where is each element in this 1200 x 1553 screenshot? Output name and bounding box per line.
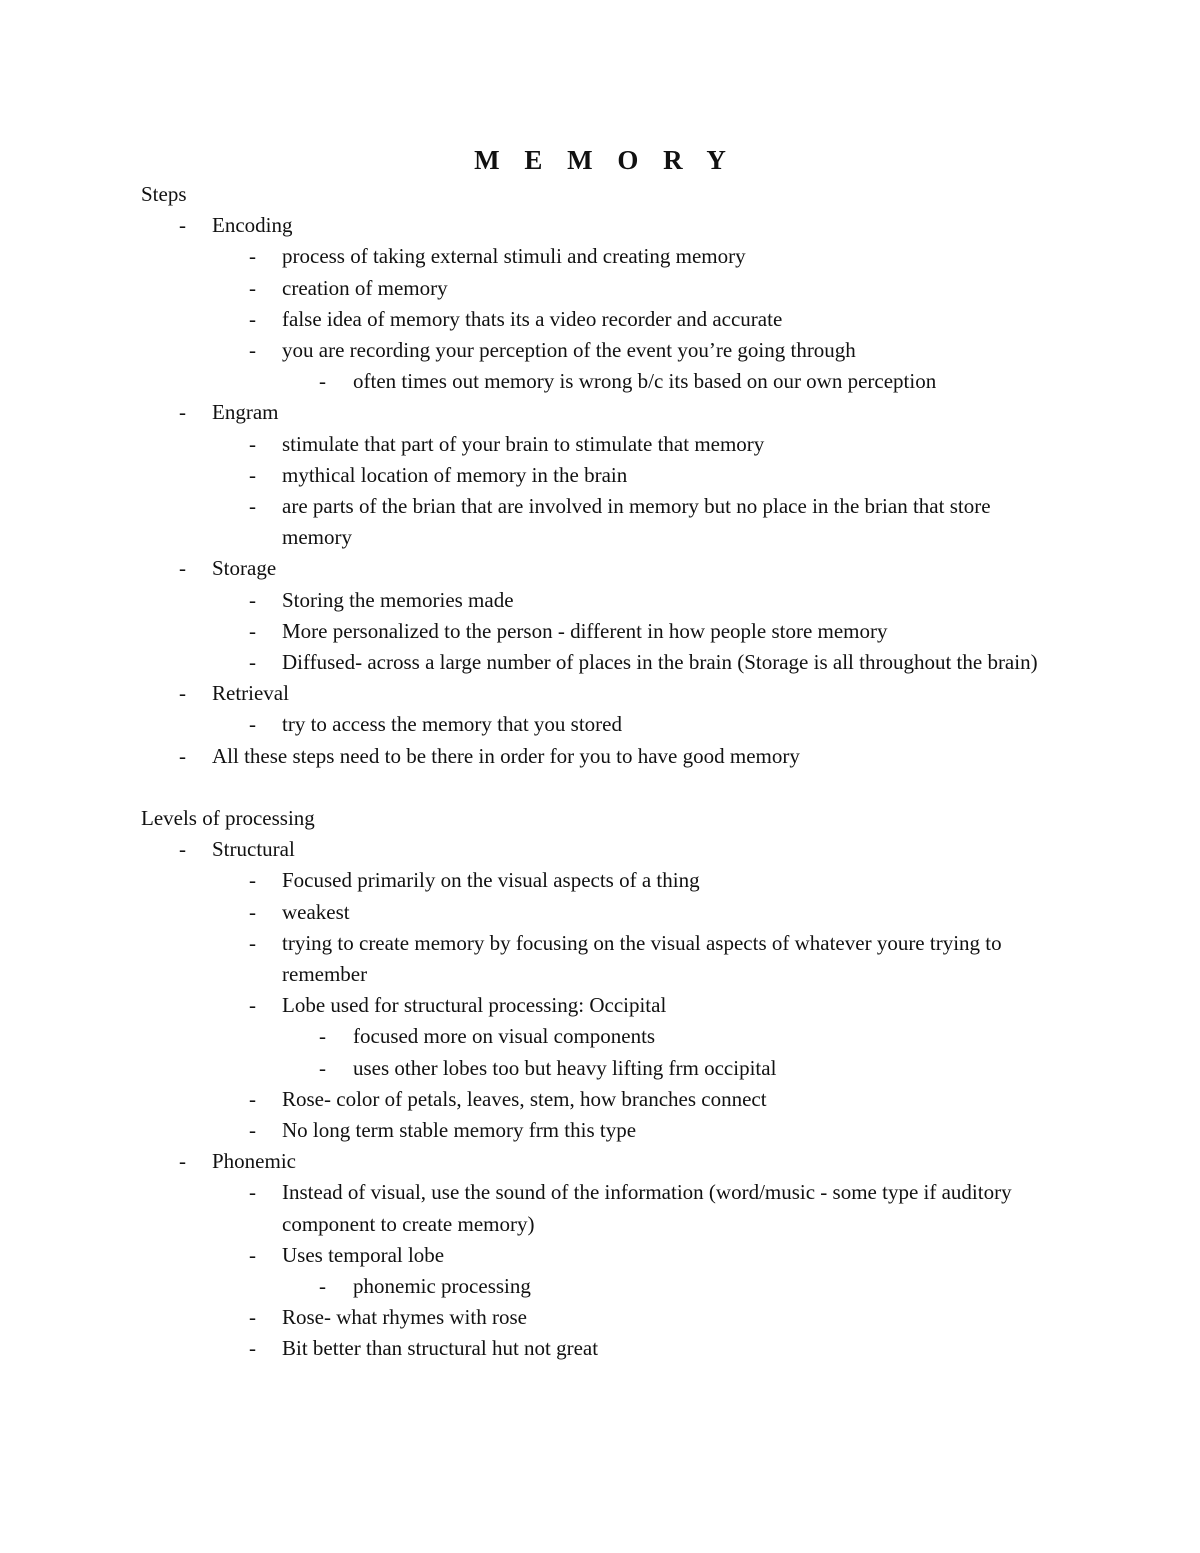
- list-item-text: stimulate that part of your brain to stimulate that memory: [282, 431, 765, 456]
- dash-bullet-icon: -: [179, 681, 186, 706]
- sublist-container: [141, 1177, 1061, 1364]
- bullet-list-level-2: [141, 429, 1061, 554]
- list-item: [141, 366, 1061, 397]
- list-item: [141, 429, 1061, 460]
- dash-bullet-icon: -: [249, 244, 256, 269]
- list-item: [141, 210, 1061, 241]
- list-item-text: More personalized to the person - different in how people store memory: [282, 618, 888, 643]
- dash-bullet-icon: -: [249, 587, 256, 612]
- list-item: [141, 553, 1061, 584]
- list-item: [141, 865, 1061, 896]
- sublist-container: [141, 241, 1061, 397]
- list-item: [141, 491, 1061, 553]
- dash-bullet-icon: -: [319, 1055, 326, 1080]
- list-item-text: Lobe used for structural processing: Occipital: [282, 993, 667, 1018]
- list-item: [141, 616, 1061, 647]
- dash-bullet-icon: -: [249, 275, 256, 300]
- dash-bullet-icon: -: [179, 556, 186, 581]
- sublist-container: [141, 366, 1061, 397]
- list-item: [141, 585, 1061, 616]
- bullet-list-level-3: [141, 366, 1061, 397]
- list-item: [141, 834, 1061, 865]
- list-item-text: Instead of visual, use the sound of the information (word/music - some type if auditory component to create memory): [282, 1180, 1012, 1236]
- dash-bullet-icon: -: [319, 1274, 326, 1299]
- list-item-text: No long term stable memory frm this type: [282, 1118, 637, 1143]
- list-item-text: Encoding: [212, 213, 293, 238]
- bullet-list-level-2: [141, 709, 1061, 740]
- dash-bullet-icon: -: [249, 1305, 256, 1330]
- dash-bullet-icon: -: [249, 1118, 256, 1143]
- list-item-text: Engram: [212, 400, 279, 425]
- list-item-text: Focused primarily on the visual aspects of a thing: [282, 868, 700, 893]
- dash-bullet-icon: -: [319, 1024, 326, 1049]
- list-item: [141, 241, 1061, 272]
- list-item: [141, 990, 1061, 1021]
- list-item-text: Storage: [212, 556, 277, 581]
- list-item: [141, 709, 1061, 740]
- sublist-container: [141, 585, 1061, 679]
- list-item: [141, 741, 1061, 772]
- sublist-container: [141, 709, 1061, 740]
- dash-bullet-icon: -: [179, 213, 186, 238]
- dash-bullet-icon: -: [179, 1149, 186, 1174]
- dash-bullet-icon: -: [249, 1180, 256, 1205]
- dash-bullet-icon: -: [249, 899, 256, 924]
- list-item: [141, 1333, 1061, 1364]
- list-item: [141, 304, 1061, 335]
- dash-bullet-icon: -: [319, 369, 326, 394]
- list-item-text: weakest: [282, 899, 350, 924]
- dash-bullet-icon: -: [249, 650, 256, 675]
- section-heading: Levels of processing: [141, 806, 315, 831]
- dash-bullet-icon: -: [249, 494, 256, 519]
- list-item-text: Structural: [212, 837, 295, 862]
- page-title: M E M O R Y: [474, 145, 735, 175]
- sublist-container: [141, 429, 1061, 554]
- list-item-text: focused more on visual components: [353, 1024, 656, 1049]
- dash-bullet-icon: -: [249, 1242, 256, 1267]
- bullet-list-level-3: [141, 1271, 1061, 1302]
- list-item: [141, 1021, 1061, 1052]
- list-item-text: often times out memory is wrong b/c its based on our own perception: [353, 369, 937, 394]
- dash-bullet-icon: -: [249, 993, 256, 1018]
- document-body: [141, 179, 1061, 1365]
- list-item-text: Storing the memories made: [282, 587, 514, 612]
- sublist-container: [141, 1271, 1061, 1302]
- list-item: [141, 460, 1061, 491]
- dash-bullet-icon: -: [249, 868, 256, 893]
- list-item: [141, 1271, 1061, 1302]
- list-item-text: Bit better than structural hut not great: [282, 1336, 599, 1361]
- list-item-text: phonemic processing: [353, 1274, 531, 1299]
- dash-bullet-icon: -: [179, 743, 186, 768]
- list-item: [141, 928, 1061, 990]
- dash-bullet-icon: -: [249, 1086, 256, 1111]
- list-item-text: Retrieval: [212, 681, 289, 706]
- list-item: [141, 1115, 1061, 1146]
- list-item-text: are parts of the brian that are involved in memory but no place in the brian that store memory: [282, 494, 991, 550]
- list-item: [141, 397, 1061, 428]
- dash-bullet-icon: -: [249, 431, 256, 456]
- sublist-container: [141, 1021, 1061, 1083]
- section-spacer: [141, 772, 1061, 803]
- dash-bullet-icon: -: [249, 306, 256, 331]
- list-item-text: false idea of memory thats its a video recorder and accurate: [282, 306, 783, 331]
- bullet-list-level-2: [141, 241, 1061, 397]
- bullet-list-level-1: [141, 834, 1061, 1364]
- list-item: [141, 273, 1061, 304]
- dash-bullet-icon: -: [179, 837, 186, 862]
- dash-bullet-icon: -: [179, 400, 186, 425]
- bullet-list-level-2: [141, 585, 1061, 679]
- list-item: [141, 1053, 1061, 1084]
- bullet-list-level-3: [141, 1021, 1061, 1083]
- list-item-text: try to access the memory that you stored: [282, 712, 622, 737]
- list-item: [141, 1084, 1061, 1115]
- dash-bullet-icon: -: [249, 930, 256, 955]
- dash-bullet-icon: -: [249, 462, 256, 487]
- list-item-text: you are recording your perception of the event you’re going through: [282, 338, 856, 362]
- list-item: [141, 678, 1061, 709]
- dash-bullet-icon: -: [249, 338, 256, 362]
- list-item-text: process of taking external stimuli and creating memory: [282, 244, 746, 269]
- bullet-list-level-2: [141, 865, 1061, 1146]
- list-item-text: All these steps need to be there in order for you to have good memory: [212, 743, 800, 768]
- list-item-text: uses other lobes too but heavy lifting frm occipital: [353, 1055, 777, 1080]
- list-item-text: creation of memory: [282, 275, 448, 300]
- sublist-container: [141, 865, 1061, 1146]
- list-item: [141, 1146, 1061, 1177]
- bullet-list-level-1: [141, 210, 1061, 772]
- list-item: [141, 897, 1061, 928]
- list-item-text: Phonemic: [212, 1149, 296, 1174]
- list-item-text: trying to create memory by focusing on the visual aspects of whatever youre trying to remember: [282, 930, 1002, 987]
- list-item: [141, 647, 1061, 678]
- list-item-text: Rose- what rhymes with rose: [282, 1305, 527, 1330]
- list-item: [141, 1302, 1061, 1333]
- list-item: [141, 1240, 1061, 1271]
- list-item: [141, 335, 1061, 366]
- dash-bullet-icon: -: [249, 618, 256, 643]
- list-item-text: Diffused- across a large number of places in the brain (Storage is all throughout the brain): [282, 650, 1038, 675]
- list-item-text: Uses temporal lobe: [282, 1242, 445, 1267]
- section-heading: Steps: [141, 182, 187, 206]
- dash-bullet-icon: -: [249, 712, 256, 737]
- list-item-text: mythical location of memory in the brain: [282, 462, 628, 487]
- dash-bullet-icon: -: [249, 1336, 256, 1361]
- bullet-list-level-2: [141, 1177, 1061, 1364]
- list-item: [141, 1177, 1061, 1239]
- list-item-text: Rose- color of petals, leaves, stem, how branches connect: [282, 1086, 767, 1111]
